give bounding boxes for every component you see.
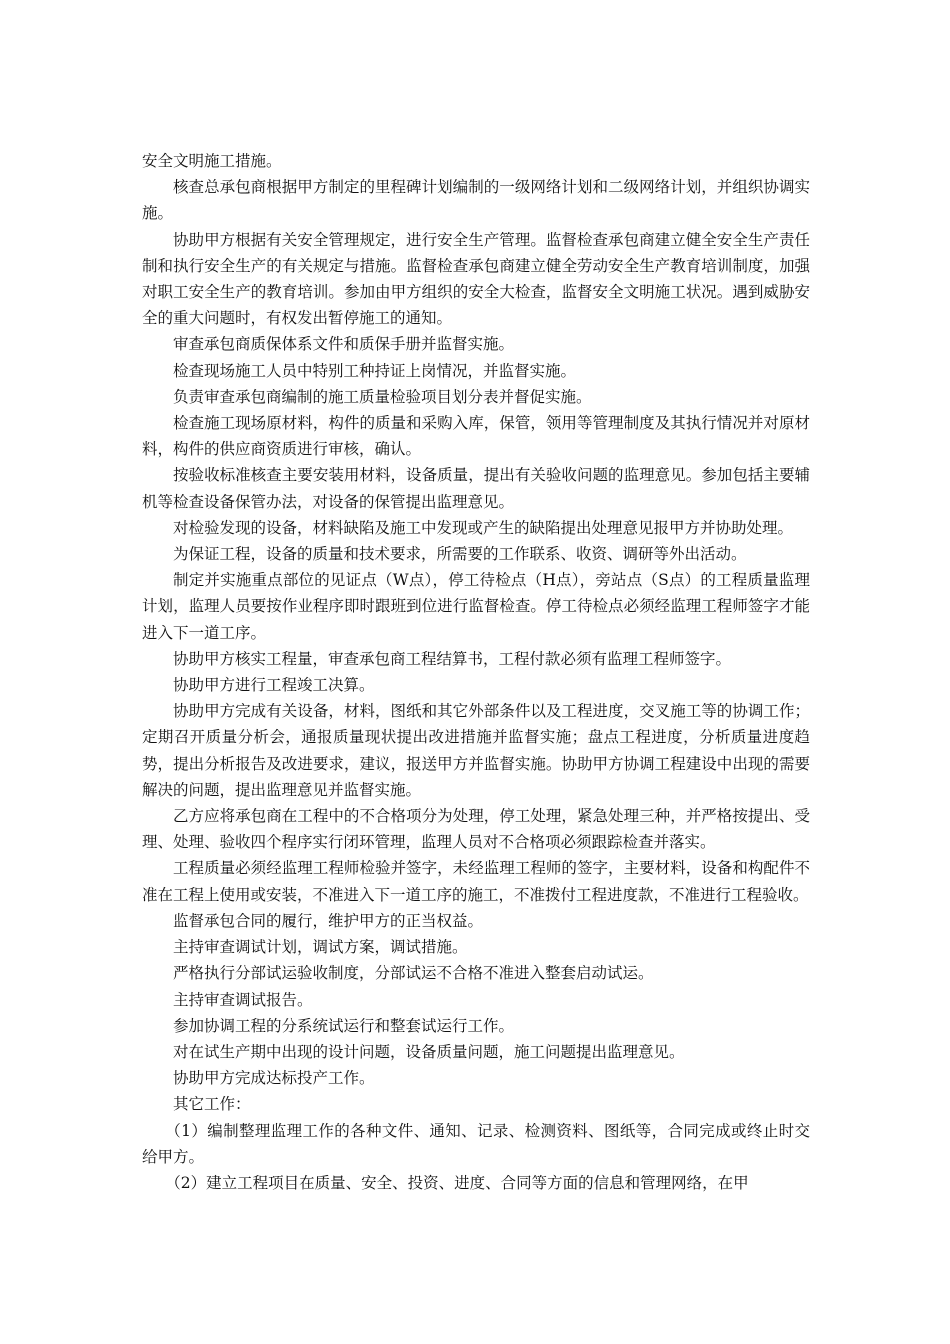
paragraph: 主持审查调试报告。 xyxy=(173,990,313,1009)
paragraph: 协助甲方根据有关安全管理规定，进行安全生产管理。监督检查承包商建立健全安全生产责任制和执行安全生产的有关规定与措施。监督检查承包商建立健全劳动安全生产教育培训制度，加强对职工安全生产的教育培训。参加由甲方组织的安全大检查，监督安全文明施工状况。遇到威胁安全的重大问题时，有权发出暂停施工的通知。 xyxy=(142,230,810,328)
paragraph: 监督承包合同的履行，维护甲方的正当权益。 xyxy=(173,911,484,930)
document-page xyxy=(142,148,810,1196)
paragraph: 工程质量必须经监理工程师检验并签字，未经监理工程师的签字，主要材料，设备和构配件不准在工程上使用或安装，不准进入下一道工序的施工，不准拨付工程进度款，不准进行工程验收。 xyxy=(142,859,810,904)
paragraph: 严格执行分部试运验收制度，分部试运不合格不准进入整套启动试运。 xyxy=(173,964,654,983)
paragraph: 安全文明施工措施。 xyxy=(142,152,282,170)
paragraph: 制定并实施重点部位的见证点（W点），停工待检点（H点），旁站点（S点）的工程质量监理计划，监理人员要按作业程序即时跟班到位进行监督检查。停工待检点必须经监理工程师签字才能进入下一道工序。 xyxy=(142,571,810,642)
paragraph: 核查总承包商根据甲方制定的里程碑计划编制的一级网络计划和二级网络计划，并组织协调实施。 xyxy=(142,178,810,223)
paragraph: 检查施工现场原材料，构件的质量和采购入库，保管，领用等管理制度及其执行情况并对原材料，构件的供应商资质进行审核，确认。 xyxy=(142,414,810,459)
paragraph: 协助甲方完成达标投产工作。 xyxy=(173,1069,375,1088)
paragraph: 对检验发现的设备，材料缺陷及施工中发现或产生的缺陷提出处理意见报甲方并协助处理。 xyxy=(173,518,794,537)
paragraph: 协助甲方进行工程竣工决算。 xyxy=(173,676,375,695)
paragraph: 协助甲方完成有关设备，材料，图纸和其它外部条件以及工程进度，交叉施工等的协调工作；定期召开质量分析会，通报质量现状提出改进措施并监督实施；盘点工程进度，分析质量进度趋势，提出分析报告及改进要求，建议，报送甲方并监督实施。协助甲方协调工程建设中出现的需要解决的问题，提出监理意见并监督实施。 xyxy=(142,702,810,799)
paragraph: 主持审查调试计划，调试方案，调试措施。 xyxy=(173,938,468,957)
paragraph: 为保证工程，设备的质量和技术要求，所需要的工作联系、收资、调研等外出活动。 xyxy=(173,545,747,564)
paragraph: 乙方应将承包商在工程中的不合格项分为处理，停工处理，紧急处理三种，并严格按提出、受理、处理、验收四个程序实行闭环管理，监理人员对不合格项必须跟踪检查并落实。 xyxy=(142,807,810,852)
list-item: （1）编制整理监理工作的各种文件、通知、记录、检测资料、图纸等，合同完成或终止时交给甲方。 xyxy=(142,1121,810,1166)
paragraph: 负责审查承包商编制的施工质量检验项目划分表并督促实施。 xyxy=(173,387,592,406)
paragraph: 参加协调工程的分系统试运行和整套试运行工作。 xyxy=(173,1016,515,1035)
paragraph: 其它工作： xyxy=(173,1095,251,1114)
list-item: （2）建立工程项目在质量、安全、投资、进度、合同等方面的信息和管理网络，在甲 xyxy=(165,1173,749,1192)
paragraph: 审查承包商质保体系文件和质保手册并监督实施。 xyxy=(173,335,515,354)
paragraph: 对在试生产期中出现的设计问题，设备质量问题，施工问题提出监理意见。 xyxy=(173,1042,685,1061)
paragraph: 检查现场施工人员中特别工种持证上岗情况，并监督实施。 xyxy=(173,361,577,380)
paragraph: 按验收标准核查主要安装用材料，设备质量，提出有关验收问题的监理意见。参加包括主要辅机等检查设备保管办法，对设备的保管提出监理意见。 xyxy=(142,466,810,511)
paragraph: 协助甲方核实工程量，审查承包商工程结算书，工程付款必须有监理工程师签字。 xyxy=(173,649,732,668)
